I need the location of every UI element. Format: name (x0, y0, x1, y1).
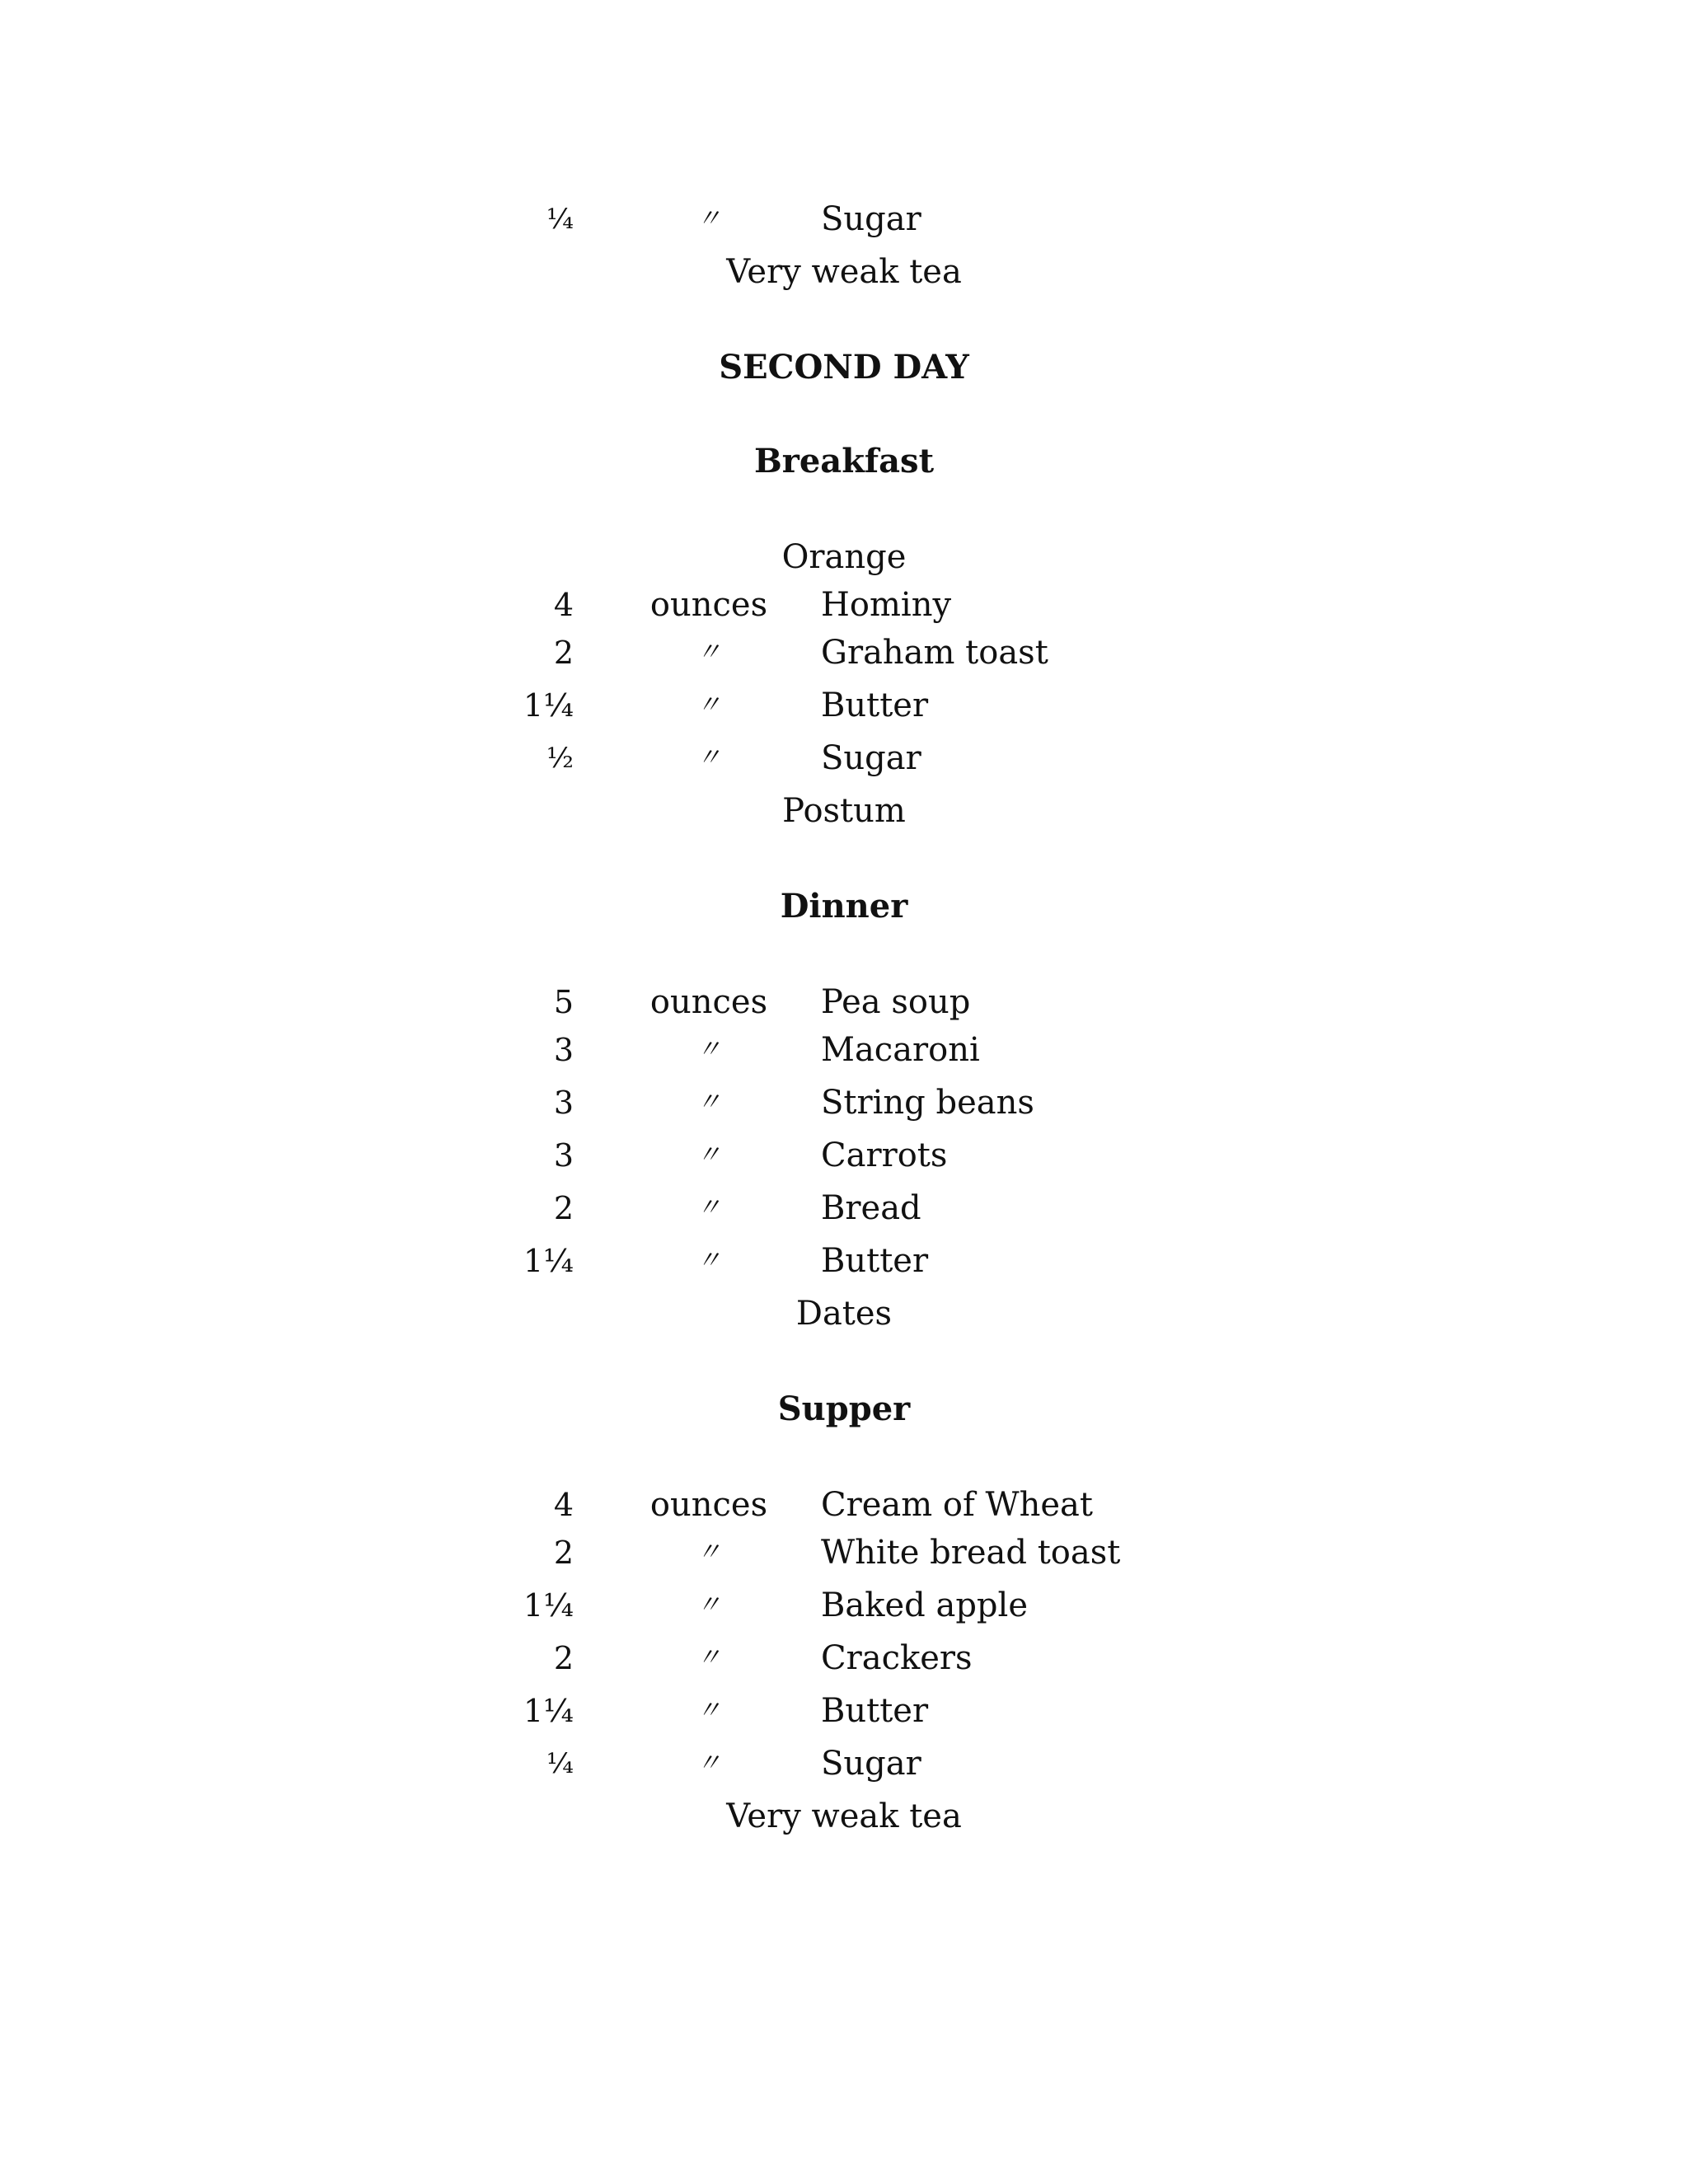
unit-ditto-mark: 〃 (696, 638, 721, 667)
menu-row (0, 628, 1688, 677)
unit: ounces (649, 983, 768, 1021)
food-item: Sugar (821, 200, 921, 238)
menu-row (0, 580, 1688, 630)
menu-row (0, 1131, 1688, 1180)
menu-row (0, 1528, 1688, 1577)
food-item: Baked apple (821, 1586, 1028, 1624)
unit-ditto-mark: 〃 (696, 1538, 721, 1567)
quantity: ½ (546, 742, 574, 775)
food-item: Sugar (821, 739, 921, 777)
quantity: 2 (553, 1190, 574, 1226)
unit-ditto-mark: 〃 (696, 1193, 721, 1222)
menu-row (0, 1633, 1688, 1683)
menu-row (0, 1025, 1688, 1075)
quantity: 1¼ (523, 1693, 574, 1729)
food-item: Macaroni (821, 1031, 980, 1069)
food-item: Pea soup (821, 983, 971, 1021)
food-item: Graham toast (821, 634, 1048, 672)
food-item: Butter (821, 1242, 929, 1280)
food-item: Sugar (821, 1745, 921, 1783)
quantity: 1¼ (523, 1587, 574, 1624)
breakfast-heading: Breakfast (753, 442, 935, 480)
food-item: Butter (821, 1692, 929, 1730)
quantity: ¼ (546, 203, 574, 236)
unit-ditto-mark: 〃 (696, 1591, 721, 1619)
unit-ditto-mark: 〃 (696, 1643, 721, 1672)
food-item: Cream of Wheat (821, 1486, 1093, 1524)
menu-row (0, 1686, 1688, 1736)
menu-row (0, 733, 1688, 783)
supper-heading: Supper (777, 1390, 911, 1428)
unit-ditto-mark: 〃 (696, 1246, 721, 1275)
dinner-heading: Dinner (780, 887, 908, 926)
unit-ditto-mark: 〃 (696, 691, 721, 719)
food-item: Bread (821, 1189, 921, 1227)
unit-ditto-mark: 〃 (696, 1141, 721, 1169)
food-item: Carrots (821, 1137, 948, 1174)
food-item: White bread toast (821, 1534, 1121, 1572)
quantity: 4 (553, 587, 574, 623)
quantity: 3 (553, 1085, 574, 1121)
unit: ounces (649, 586, 768, 624)
menu-row (0, 681, 1688, 730)
quantity: ¼ (546, 1747, 574, 1780)
unit-ditto-mark: 〃 (696, 1088, 721, 1117)
unit-ditto-mark: 〃 (696, 1696, 721, 1725)
closing-item: Very weak tea (726, 1797, 962, 1835)
quantity: 4 (553, 1487, 574, 1523)
quantity: 3 (553, 1032, 574, 1068)
menu-row (0, 1183, 1688, 1233)
unit: ounces (649, 1486, 768, 1524)
quantity: 3 (553, 1137, 574, 1174)
food-item: Butter (821, 687, 929, 724)
unit-ditto-mark: 〃 (696, 1749, 721, 1778)
quantity: 2 (553, 635, 574, 671)
menu-row (0, 1480, 1688, 1530)
opening-item: Orange (781, 538, 907, 576)
closing-item: Very weak tea (726, 253, 962, 291)
food-item: Crackers (821, 1639, 973, 1677)
menu-row (0, 1739, 1688, 1788)
quantity: 2 (553, 1640, 574, 1676)
quantity: 2 (553, 1535, 574, 1571)
menu-row (0, 1581, 1688, 1630)
quantity: 1¼ (523, 687, 574, 724)
quantity: 1¼ (523, 1243, 574, 1279)
menu-row (0, 1236, 1688, 1286)
unit-ditto-mark: 〃 (696, 1035, 721, 1064)
menu-row (0, 194, 1688, 244)
quantity: 5 (553, 984, 574, 1020)
day-title: SECOND DAY (719, 348, 969, 387)
unit-ditto-mark: 〃 (696, 743, 721, 772)
menu-row (0, 977, 1688, 1027)
menu-row (0, 1078, 1688, 1127)
food-item: String beans (821, 1084, 1034, 1122)
closing-item: Dates (795, 1295, 893, 1333)
closing-item: Postum (782, 792, 906, 830)
food-item: Hominy (821, 586, 952, 624)
unit-ditto-mark: 〃 (696, 204, 721, 233)
